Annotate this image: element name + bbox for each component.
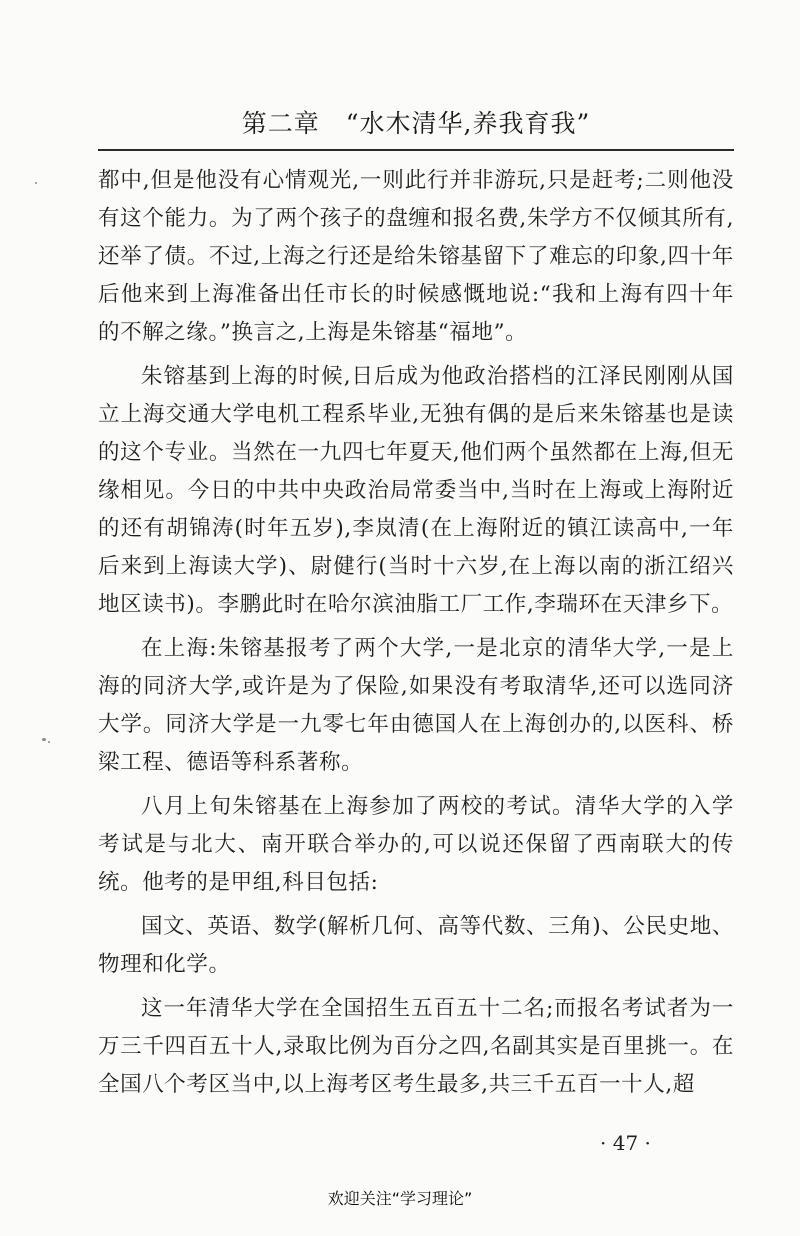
footer-note: 欢迎关注“学习理论” <box>327 1189 473 1208</box>
paragraph: 这一年清华大学在全国招生五百五十二名;而报名考试者为一万三千四百五十人,录取比例为百分之四,名副其实是百里挑一。在全国八个考区当中,以上海考区考生最多,共三千五百一十人,超 <box>98 996 734 1097</box>
running-header <box>98 104 734 150</box>
scan-speck <box>42 738 46 741</box>
header-rule <box>98 149 734 151</box>
chapter-title: 第二章 “水木清华,养我育我” <box>241 109 591 138</box>
page-number: · 47 · <box>600 1131 651 1155</box>
paragraph: 国文、英语、数学(解析几何、高等代数、三角)、公民史地、物理和化学。 <box>98 914 734 977</box>
paragraph: 都中,但是他没有心情观光,一则此行并非游玩,只是赶考;二则他没有这个能力。为了两个孩子的盘缠和报名费,朱学方不仅倾其所有,还举了债。不过,上海之行还是给朱镕基留下了难忘的印象,四十年后他来到上海准备出任市长的时候感慨地说:“我和上海有四十年的不解之缘。”换言之,上海是朱镕基“福地”。 <box>98 168 734 345</box>
paragraph: 朱镕基到上海的时候,日后成为他政治搭档的江泽民刚刚从国立上海交通大学电机工程系毕业,无独有偶的是后来朱镕基也是读的这个专业。当然在一九四七年夏天,他们两个虽然都在上海,但无缘相见。今日的中共中央政治局常委当中,当时在上海或上海附近的还有胡锦涛(时年五岁),李岚清(在上海附近的镇江读高中,一年后来到上海读大学)、尉健行(当时十六岁,在上海以南的浙江绍兴地区读书)。李鹏此时在哈尔滨油脂工厂工作,李瑞环在天津乡下。 <box>98 364 734 617</box>
paragraph: 八月上旬朱镕基在上海参加了两校的考试。清华大学的入学考试是与北大、南开联合举办的,可以说还保留了西南联大的传统。他考的是甲组,科目包括: <box>98 794 734 895</box>
scan-speck <box>35 182 37 184</box>
scan-speck <box>48 741 50 743</box>
body-text <box>98 162 734 1110</box>
paragraph: 在上海:朱镕基报考了两个大学,一是北京的清华大学,一是上海的同济大学,或许是为了保险,如果没有考取清华,还可以选同济大学。同济大学是一九零七年由德国人在上海创办的,以医科、桥梁工程、德语等科系著称。 <box>98 636 734 775</box>
